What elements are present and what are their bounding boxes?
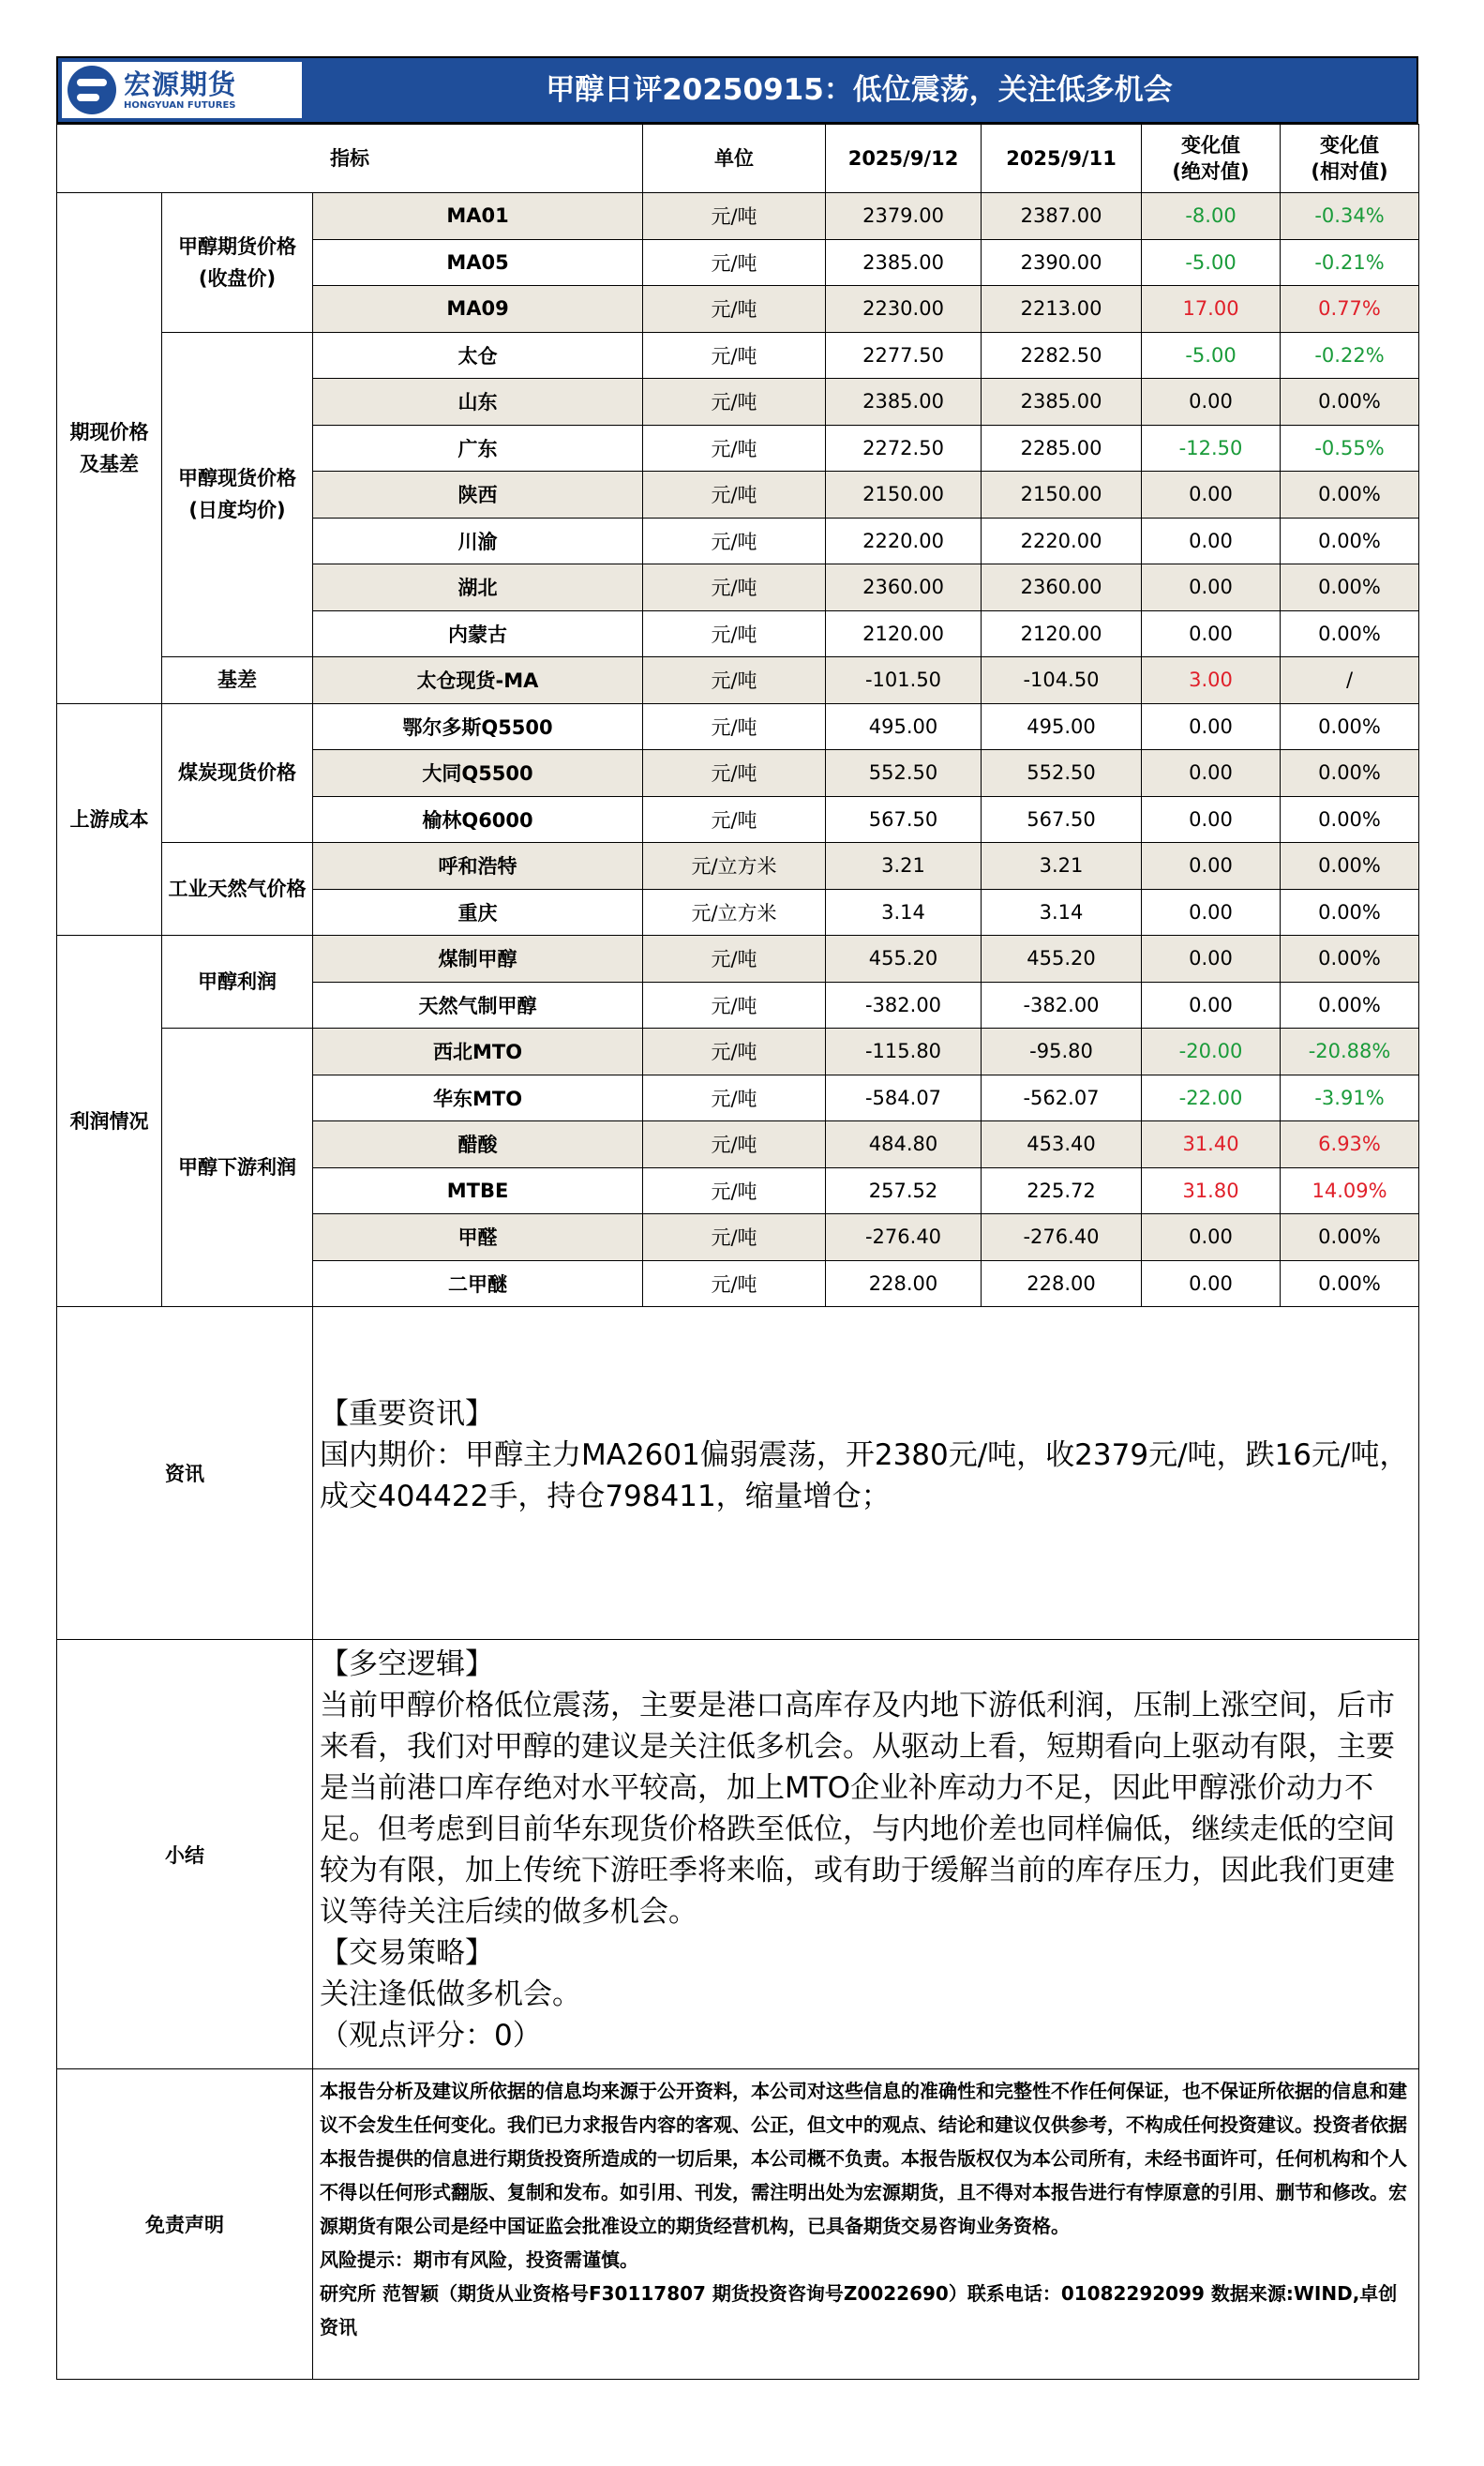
unit-cell: 元/吨 [643, 750, 826, 797]
col-header-indicator: 指标 [57, 125, 643, 193]
change-rel-cell: -0.22% [1281, 332, 1419, 379]
indicator-cell: MA05 [313, 239, 643, 286]
change-rel-cell: 0.00% [1281, 936, 1419, 983]
change-rel-cell: 0.00% [1281, 610, 1419, 657]
value-date1-cell: 2385.00 [826, 239, 982, 286]
change-rel-cell: 0.77% [1281, 286, 1419, 333]
value-date1-cell: 3.14 [826, 889, 982, 936]
value-date1-cell: 228.00 [826, 1260, 982, 1307]
change-rel-cell: 14.09% [1281, 1167, 1419, 1214]
change-abs-cell: 0.00 [1142, 936, 1281, 983]
change-rel-cell: 6.93% [1281, 1121, 1419, 1168]
summary-row [57, 1640, 1419, 2069]
value-date2-cell: 2385.00 [982, 379, 1142, 426]
change-rel-cell: 0.00% [1281, 564, 1419, 611]
indicator-cell: 重庆 [313, 889, 643, 936]
value-date2-cell: 2282.50 [982, 332, 1142, 379]
value-date1-cell: -115.80 [826, 1029, 982, 1075]
subcategory-s_futures: 甲醇期货价格 (收盘价) [162, 193, 313, 333]
value-date2-cell: 552.50 [982, 750, 1142, 797]
logo-mark-icon [67, 66, 116, 114]
unit-cell: 元/吨 [643, 472, 826, 519]
indicator-cell: 西北MTO [313, 1029, 643, 1075]
disclaimer-row [57, 2069, 1419, 2380]
change-abs-cell: 0.00 [1142, 518, 1281, 564]
value-date2-cell: 2387.00 [982, 193, 1142, 240]
logo-name-en: HONGYUAN FUTURES [124, 100, 236, 111]
change-abs-cell: -22.00 [1142, 1075, 1281, 1121]
price-table [56, 124, 1419, 1307]
value-date2-cell: -562.07 [982, 1075, 1142, 1121]
change-rel-cell: 0.00% [1281, 750, 1419, 797]
risk-warning: 风险提示：期市有风险，投资需谨慎。 [320, 2248, 638, 2271]
change-abs-cell: 0.00 [1142, 472, 1281, 519]
author-info: 研究所 范智颖（期货从业资格号F30117807 期货投资咨询号Z0022690）联系电话：01082292099 数据来源:WIND,卓创资讯 [320, 2282, 1398, 2338]
change-rel-cell: 0.00% [1281, 379, 1419, 426]
value-date2-cell: 2213.00 [982, 286, 1142, 333]
change-abs-cell: 0.00 [1142, 889, 1281, 936]
change-rel-cell: -20.88% [1281, 1029, 1419, 1075]
strategy-text: 关注逢低做多机会。 [320, 1977, 581, 2011]
unit-cell: 元/吨 [643, 1121, 826, 1168]
value-date2-cell: 495.00 [982, 703, 1142, 750]
summary-content [313, 1640, 1419, 2069]
value-date1-cell: 567.50 [826, 796, 982, 843]
value-date2-cell: 2360.00 [982, 564, 1142, 611]
change-abs-cell: 3.00 [1142, 657, 1281, 704]
change-abs-cell: 31.80 [1142, 1167, 1281, 1214]
value-date2-cell: 567.50 [982, 796, 1142, 843]
value-date2-cell: 453.40 [982, 1121, 1142, 1168]
indicator-cell: 二甲醚 [313, 1260, 643, 1307]
change-rel-cell: 0.00% [1281, 982, 1419, 1029]
subcategory-s_downstream: 甲醇下游利润 [162, 1029, 313, 1307]
unit-cell: 元/吨 [643, 518, 826, 564]
unit-cell: 元/吨 [643, 1260, 826, 1307]
value-date1-cell: 2220.00 [826, 518, 982, 564]
indicator-cell: 山东 [313, 379, 643, 426]
subcategory-s_profit: 甲醇利润 [162, 936, 313, 1029]
change-abs-cell: 0.00 [1142, 1260, 1281, 1307]
value-date1-cell: 2150.00 [826, 472, 982, 519]
indicator-cell: MTBE [313, 1167, 643, 1214]
indicator-cell: MA09 [313, 286, 643, 333]
category-g1: 期现价格 及基差 [57, 193, 162, 704]
indicator-cell: 陕西 [313, 472, 643, 519]
unit-cell: 元/立方米 [643, 889, 826, 936]
value-date2-cell: 225.72 [982, 1167, 1142, 1214]
unit-cell: 元/吨 [643, 703, 826, 750]
change-abs-cell: -12.50 [1142, 425, 1281, 472]
unit-cell: 元/吨 [643, 1167, 826, 1214]
value-date1-cell: -584.07 [826, 1075, 982, 1121]
subcategory-s_gas: 工业天然气价格 [162, 843, 313, 936]
company-logo [62, 62, 302, 118]
indicator-cell: 鄂尔多斯Q5500 [313, 703, 643, 750]
change-abs-cell: 0.00 [1142, 796, 1281, 843]
commentary-table [56, 1306, 1419, 2380]
summary-label: 小结 [57, 1640, 313, 2069]
value-date1-cell: 455.20 [826, 936, 982, 983]
indicator-cell: 太仓现货-MA [313, 657, 643, 704]
unit-cell: 元/吨 [643, 610, 826, 657]
news-content [313, 1307, 1419, 1640]
change-abs-cell: -20.00 [1142, 1029, 1281, 1075]
news-heading: 【重要资讯】 [320, 1397, 494, 1431]
value-date1-cell: -101.50 [826, 657, 982, 704]
change-rel-cell: -3.91% [1281, 1075, 1419, 1121]
indicator-cell: MA01 [313, 193, 643, 240]
unit-cell: 元/吨 [643, 239, 826, 286]
disclaimer-text: 本报告分析及建议所依据的信息均来源于公开资料，本公司对这些信息的准确性和完整性不作任何保证，也不保证所依据的信息和建议不会发生任何变化。我们已力求报告内容的客观、公正，但文中的观点、结论和建议仅供参考，不构成任何投资建议。投资者依据本报告提供的信息进行期货投资所造成的一切后果，本公司概不负责。本报告版权仅为本公司所有，未经书面许可，任何机构和个人不得以任何形式翻版、复制和发布。如引用、刊发，需注明出处为宏源期货，且不得对本报告进行有悖原意的引用、删节和修改。宏源期货有限公司是经中国证监会批准设立的期货经营机构，已具备期货交易咨询业务资格。 [320, 2080, 1407, 2237]
indicator-cell: 甲醛 [313, 1214, 643, 1261]
news-text: 国内期价：甲醇主力MA2601偏弱震荡，开2380元/吨，收2379元/吨，跌16元/吨，成交404422手，持仓798411，缩量增仓； [320, 1438, 1409, 1513]
category-g2: 上游成本 [57, 703, 162, 936]
col-header-change-abs: 变化值 (绝对值) [1142, 125, 1281, 193]
change-rel-cell: 0.00% [1281, 518, 1419, 564]
change-rel-cell: 0.00% [1281, 472, 1419, 519]
value-date1-cell: 2272.50 [826, 425, 982, 472]
change-abs-cell: 0.00 [1142, 1214, 1281, 1261]
value-date2-cell: 2150.00 [982, 472, 1142, 519]
col-header-date1: 2025/9/12 [826, 125, 982, 193]
indicator-cell: 榆林Q6000 [313, 796, 643, 843]
value-date1-cell: 552.50 [826, 750, 982, 797]
change-abs-cell: 0.00 [1142, 379, 1281, 426]
value-date2-cell: -276.40 [982, 1214, 1142, 1261]
change-abs-cell: 0.00 [1142, 564, 1281, 611]
change-rel-cell: 0.00% [1281, 889, 1419, 936]
report-page [56, 56, 1418, 2380]
value-date1-cell: 484.80 [826, 1121, 982, 1168]
value-date1-cell: 2360.00 [826, 564, 982, 611]
unit-cell: 元/吨 [643, 425, 826, 472]
value-date1-cell: 2277.50 [826, 332, 982, 379]
value-date1-cell: 257.52 [826, 1167, 982, 1214]
view-score: （观点评分：0） [320, 2019, 542, 2052]
value-date1-cell: -382.00 [826, 982, 982, 1029]
table-row [57, 703, 1419, 750]
unit-cell: 元/吨 [643, 286, 826, 333]
indicator-cell: 内蒙古 [313, 610, 643, 657]
indicator-cell: 华东MTO [313, 1075, 643, 1121]
indicator-cell: 川渝 [313, 518, 643, 564]
table-header-row [57, 125, 1419, 193]
logo-name-cn: 宏源期货 [124, 68, 237, 100]
strategy-heading: 【交易策略】 [320, 1936, 494, 1970]
change-rel-cell: 0.00% [1281, 1214, 1419, 1261]
indicator-cell: 煤制甲醇 [313, 936, 643, 983]
change-abs-cell: 0.00 [1142, 750, 1281, 797]
change-rel-cell: 0.00% [1281, 1260, 1419, 1307]
change-abs-cell: -8.00 [1142, 193, 1281, 240]
change-abs-cell: 17.00 [1142, 286, 1281, 333]
disclaimer-label: 免责声明 [57, 2069, 313, 2380]
unit-cell: 元/吨 [643, 1214, 826, 1261]
value-date2-cell: 2120.00 [982, 610, 1142, 657]
logic-text: 当前甲醇价格低位震荡，主要是港口高库存及内地下游低利润，压制上涨空间，后市来看，我们对甲醇的建议是关注低多机会。从驱动上看，短期看向上驱动有限，主要是当前港口库存绝对水平较高，加上MTO企业补库动力不足，因此甲醇涨价动力不足。但考虑到目前华东现货价格跌至低位，与内地价差也同样偏低，继续走低的空间较为有限，加上传统下游旺季将来临，或有助于缓解当前的库存压力，因此我们更建议等待关注后续的做多机会。 [320, 1689, 1395, 1929]
disclaimer-content [313, 2069, 1419, 2380]
value-date2-cell: 2220.00 [982, 518, 1142, 564]
value-date1-cell: 2385.00 [826, 379, 982, 426]
change-abs-cell: -5.00 [1142, 332, 1281, 379]
change-rel-cell: 0.00% [1281, 796, 1419, 843]
unit-cell: 元/吨 [643, 1029, 826, 1075]
value-date2-cell: 3.14 [982, 889, 1142, 936]
logic-heading: 【多空逻辑】 [320, 1647, 494, 1681]
change-rel-cell: -0.55% [1281, 425, 1419, 472]
unit-cell: 元/吨 [643, 657, 826, 704]
value-date1-cell: 2230.00 [826, 286, 982, 333]
indicator-cell: 大同Q5500 [313, 750, 643, 797]
unit-cell: 元/吨 [643, 379, 826, 426]
change-abs-cell: -5.00 [1142, 239, 1281, 286]
col-header-unit: 单位 [643, 125, 826, 193]
table-row [57, 936, 1419, 983]
change-rel-cell: -0.34% [1281, 193, 1419, 240]
indicator-cell: 湖北 [313, 564, 643, 611]
news-row [57, 1307, 1419, 1640]
indicator-cell: 醋酸 [313, 1121, 643, 1168]
col-header-date2: 2025/9/11 [982, 125, 1142, 193]
change-abs-cell: 0.00 [1142, 843, 1281, 890]
table-row [57, 193, 1419, 240]
value-date2-cell: 2390.00 [982, 239, 1142, 286]
value-date1-cell: 2120.00 [826, 610, 982, 657]
change-rel-cell: / [1281, 657, 1419, 704]
indicator-cell: 呼和浩特 [313, 843, 643, 890]
news-label: 资讯 [57, 1307, 313, 1640]
unit-cell: 元/吨 [643, 796, 826, 843]
indicator-cell: 太仓 [313, 332, 643, 379]
value-date2-cell: 3.21 [982, 843, 1142, 890]
unit-cell: 元/吨 [643, 564, 826, 611]
value-date1-cell: 3.21 [826, 843, 982, 890]
indicator-cell: 广东 [313, 425, 643, 472]
category-g3: 利润情况 [57, 936, 162, 1307]
unit-cell: 元/吨 [643, 936, 826, 983]
table-row [57, 657, 1419, 704]
subcategory-s_spot: 甲醇现货价格 (日度均价) [162, 332, 313, 657]
value-date2-cell: 455.20 [982, 936, 1142, 983]
unit-cell: 元/吨 [643, 982, 826, 1029]
col-header-change-rel: 变化值 (相对值) [1281, 125, 1419, 193]
change-abs-cell: 0.00 [1142, 703, 1281, 750]
report-title: 甲醇日评20250915：低位震荡，关注低多机会 [546, 73, 1173, 107]
change-abs-cell: 0.00 [1142, 982, 1281, 1029]
unit-cell: 元/吨 [643, 332, 826, 379]
table-row [57, 1029, 1419, 1075]
value-date2-cell: 228.00 [982, 1260, 1142, 1307]
change-rel-cell: -0.21% [1281, 239, 1419, 286]
value-date2-cell: -382.00 [982, 982, 1142, 1029]
table-row [57, 332, 1419, 379]
value-date1-cell: 2379.00 [826, 193, 982, 240]
indicator-cell: 天然气制甲醇 [313, 982, 643, 1029]
value-date2-cell: -95.80 [982, 1029, 1142, 1075]
value-date2-cell: -104.50 [982, 657, 1142, 704]
subcategory-s_coal: 煤炭现货价格 [162, 703, 313, 843]
unit-cell: 元/立方米 [643, 843, 826, 890]
change-rel-cell: 0.00% [1281, 843, 1419, 890]
unit-cell: 元/吨 [643, 193, 826, 240]
report-header [56, 56, 1418, 124]
change-abs-cell: 31.40 [1142, 1121, 1281, 1168]
value-date1-cell: 495.00 [826, 703, 982, 750]
value-date1-cell: -276.40 [826, 1214, 982, 1261]
table-row [57, 843, 1419, 890]
unit-cell: 元/吨 [643, 1075, 826, 1121]
value-date2-cell: 2285.00 [982, 425, 1142, 472]
subcategory-s_basis: 基差 [162, 657, 313, 704]
change-abs-cell: 0.00 [1142, 610, 1281, 657]
change-rel-cell: 0.00% [1281, 703, 1419, 750]
